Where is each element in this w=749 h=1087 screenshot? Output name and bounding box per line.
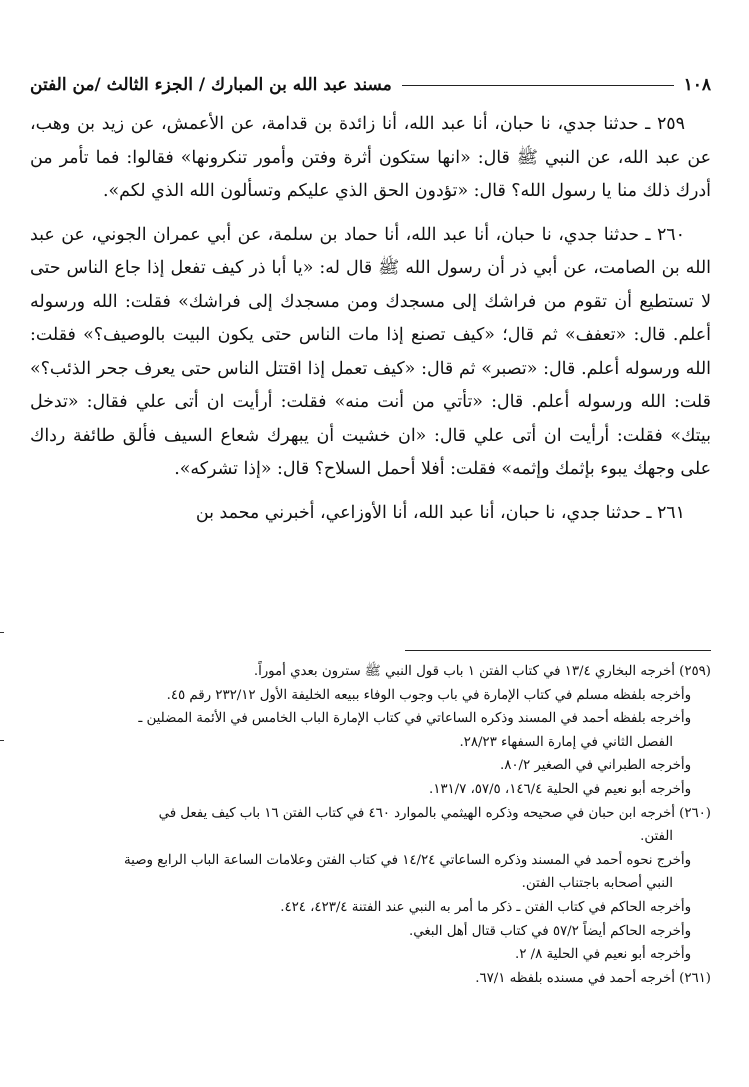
page-header [30,70,711,100]
hadith-261: ٢٦١ ـ حدثنا جدي، نا حبان، أنا عبد الله، أنا الأوزاعي، أخبرني محمد بن [195,502,685,523]
footnote-separator [405,650,711,651]
footnote-line: الفتن. [640,829,673,845]
footnote-259: (٢٥٩) أخرجه البخاري ١٣/٤ في كتاب الفتن ١ باب قول النبي ﷺ سترون بعدي أموراً. [253,664,711,679]
footnote-line: وأخرجه أبو نعيم في الحلية ١٤٦/٤، ٥٧/٥، ١٣١/٧. [428,781,691,797]
page-number: ١٠٨ [683,75,711,95]
footnote-line: وأخرجه الحاكم أيضاً ٥٧/٢ في كتاب قتال أهل البغي. [409,923,691,939]
footnote-line: وأخرجه بلفظه مسلم في كتاب الإمارة في باب وجوب الوفاء ببيعه الخليفة الأول ٢٣٢/١٢ رقم ٤٥. [166,687,691,703]
footnote-line: وأخرجه بلفظه أحمد في المسند وذكره الساعاتي في كتاب الإمارة الباب الخامس في الأئمة المضلين ـ [138,711,691,727]
footnote-261: (٢٦١) أخرجه أحمد في مسنده بلفظه ٦٧/١. [475,970,711,986]
footnote-line: وأخرجه أبو نعيم في الحلية ٨/ ٢. [515,947,691,963]
scan-edge-mark [0,740,4,741]
hadith-260: ٢٦٠ ـ حدثنا جدي، نا حبان، أنا عبد الله، أنا حماد بن سلمة، عن أبي عمران الجوني، عن عبد الله بن الصامت، عن أبي ذر أن رسول الله ﷺ قال له: «يا أبا ذر كيف تفعل إذا جاع الناس حتى لا تستطيع أن تقوم من فراشك إلى مسجدك ومن مسجدك إلى فراشك» فقلت: الله ورسوله أعلم. قال: «تعفف» ثم قال؛ «كيف تصنع إذا مات الناس حتى يكون البيت بالوصيف؟» فقلت: الله ورسوله أعلم. قال: «تصبر» ثم قال: «كيف تعمل إذا اقتتل الناس حتى يعرف جحر الذئب؟» قلت: الله ورسوله أعلم. قال: «تأتي من أنت منه» فقلت: أرأيت ان أتى علي فقال: «تدخل بيتك» فقلت: أرأيت ان أتى علي قال: «ان خشيت أن يبهرك شعاع السيف فألق طائفة رداك على وجهك يبوء بإثمك وإثمه» فقلت: أفلا أحمل السلاح؟ قال: «إذا تشركه». [30,224,711,479]
footnote-line: وأخرج نحوه أحمد في المسند وذكره الساعاتي ١٤/٢٤ في كتاب الفتن وعلامات الساعة الباب الرابع وصية [124,852,691,868]
running-title: مسند عبد الله بن المبارك / الجزء الثالث /من الفتن [30,75,392,95]
footnotes [30,660,711,990]
footnote-260: (٢٦٠) أخرجه ابن حبان في صحيحه وذكره الهيثمي بالموارد ٤٦٠ في كتاب الفتن ١٦ باب كيف يفعل في [158,805,711,821]
main-text [30,108,711,540]
footnote-line: وأخرجه الطبراني في الصغير ٨٠/٢. [499,758,691,774]
header-rule [402,85,674,86]
hadith-259: ٢٥٩ ـ حدثنا جدي، نا حبان، أنا عبد الله، أنا زائدة بن قدامة، عن الأعمش، عن زيد بن وهب، عن عبد الله، عن النبي ﷺ قال: «انها ستكون أثرة وفتن وأمور تنكرونها» فقالوا: فما تأمر من أدرك ذلك منا يا رسول الله؟ قال: «تؤدون الحق الذي عليكم وتسألون الله الذي لكم». [30,114,711,201]
scan-edge-mark [0,632,4,633]
footnote-line: الفصل الثاني في إمارة السفهاء ٢٨/٢٣. [459,734,673,750]
footnote-line: النبي أصحابه باجتناب الفتن. [521,876,673,892]
footnote-line: وأخرجه الحاكم في كتاب الفتن ـ ذكر ما أمر به النبي عند الفتنة ٤٢٣/٤، ٤٢٤. [280,899,691,915]
